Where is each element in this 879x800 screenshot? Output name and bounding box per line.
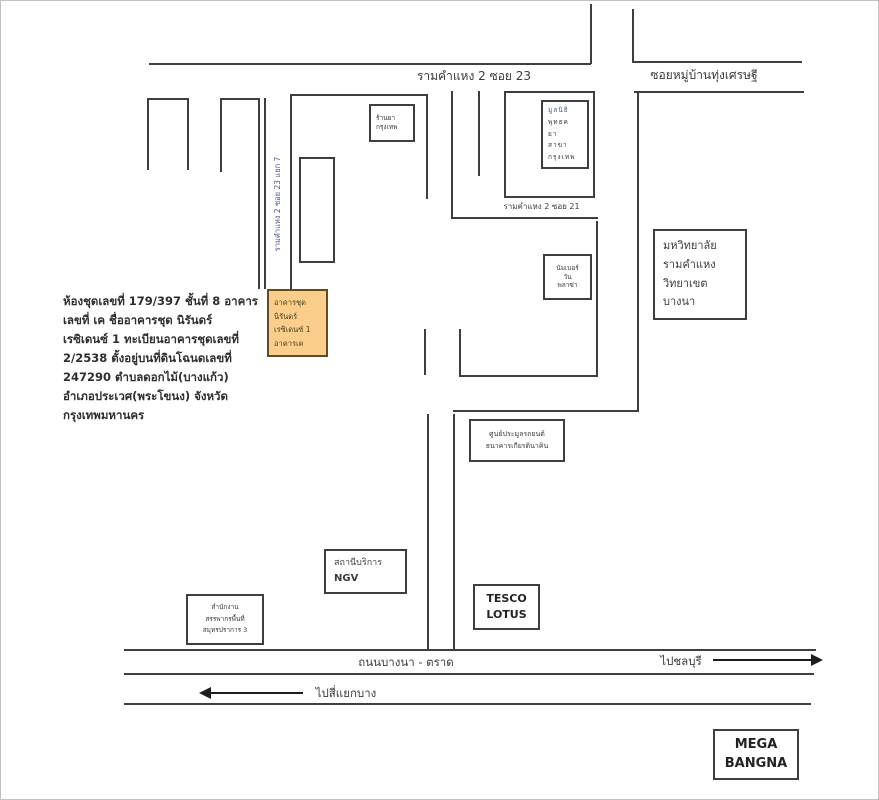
address-line: ห้องชุดเลขที่ 179/397 ชั้นที่ 8 อาคาร (63, 294, 258, 308)
label: MEGA (734, 737, 778, 753)
address-note (63, 292, 273, 425)
road-line (632, 9, 634, 62)
direction-label-si-yaek-bang: ไปสี่แยกบาง (315, 686, 377, 700)
arrow-right-line (713, 659, 813, 661)
label: พุทธค (548, 117, 569, 126)
arrow-left-line (209, 692, 303, 694)
block-line (220, 98, 222, 172)
address-line: เลขที่ เค ชื่ออาคารชุด นิรันดร์ (63, 313, 213, 327)
label: วัน (563, 272, 572, 281)
road-line (459, 329, 461, 375)
road-line (451, 91, 453, 219)
label: นัมเบอร์ (556, 263, 579, 272)
address-line: เรซิเดนซ์ 1 ทะเบียนอาคารชุดเลขที่ (63, 332, 239, 346)
label: สำนักงาน (211, 602, 239, 611)
road-line (637, 91, 639, 410)
address-line: อำเภอประเวศ(พระโขนง) จังหวัด (63, 389, 228, 403)
label: ยา (548, 129, 558, 138)
label: ธนาคารเกียรตินาคิน (485, 441, 549, 450)
building-ngv-station-box (324, 549, 407, 594)
address-line: กรุงเทพมหานคร (63, 408, 145, 422)
block-line (426, 94, 428, 199)
label: มูลนิธิ (548, 106, 569, 115)
label: สมุทรปราการ 3 (202, 626, 248, 635)
road-line (290, 94, 292, 289)
block-line (147, 98, 189, 100)
building-tesco-lotus-box (473, 584, 540, 630)
label: มหวิทยาลัย (663, 239, 717, 253)
block-line (220, 98, 260, 100)
label: วิทยาเขต (663, 276, 708, 290)
label: TESCO (486, 592, 527, 606)
label: อาคารเค (274, 338, 304, 348)
label: อาคารชุด (274, 298, 306, 307)
label: นิรันดร์ (274, 311, 298, 321)
road-label-thungsetthi: ซอยหมู่บ้านทุ่งเศรษฐี (650, 68, 758, 82)
road-line (459, 375, 598, 377)
label: สถานีบริการ (334, 558, 383, 569)
road-label-bangna-trat: ถนนบางนา - ตราด (358, 655, 454, 669)
direction-label-chonburi: ไปชลบุรี (660, 654, 702, 668)
road-line (596, 221, 598, 375)
road-line (453, 414, 455, 650)
road-line (149, 63, 591, 65)
label: สรรพากรพื้นที่ (205, 614, 245, 623)
building-condo-highlight-box (267, 289, 328, 357)
label: กรุงเทพ (376, 123, 398, 131)
label: บางนา (663, 295, 696, 309)
road-line (590, 4, 592, 64)
road-label-soi23: รามคำแหง 2 ซอย 23 (416, 69, 532, 83)
road-line (424, 329, 426, 375)
road-line (124, 703, 811, 705)
road-line (634, 91, 804, 93)
road-line (478, 91, 480, 176)
label: ร้านยา (376, 114, 396, 123)
label: สาขา (548, 141, 568, 150)
road-line (258, 98, 260, 289)
building-university-box (653, 229, 747, 320)
location-map: รามคำแหง 2 ซอย 23 ซอยหมู่บ้านทุ่งเศรษฐี รามคำแหง 2 ซอย 23 แยก 7 รามคำแหง 2 ซอย 21 ร้านยา กรุงเทพ มูลนิธิ พุทธค ยา สาขา กรุงเทพ นัมเบอร์ วัน พลาซ่า มหวิทยาลัย รามคำแหง วิทยาเขต บางนา อาคารชุด นิรันดร์ เรซิเดนซ์ 1 อาคารเค ศูนย์ประมูลรถยนต์ ธนาคารเกียรตินาคิน สถานีบริการ NGV สำนักงาน สรรพากรพื้นที่ สมุทรปราการ 3 TESCO LOTUS MEGA BANGNA ห้องชุดเลขที่ 179/397 ชั้นที่ 8 อาคาร เลขที่ เค ชื่ออาคารชุด นิรันดร์ เรซิเดนซ์ 1 ทะเบียนอาคารชุดเลขที่ 2/2538 ตั้งอยู่บนที่ดินโฉนดเลขที่ 247290 ตำบลดอกไม้(บางแก้ว) อำเภอประเวศ(พระโขนง) จังหวัด กรุงเทพมหานคร ถนนบางนา - ตราด ไปชลบุรี ไปสี่แยกบาง (0, 0, 879, 800)
label: LOTUS (486, 608, 527, 621)
road-line (453, 410, 639, 412)
label: พลาซ่า (557, 281, 578, 290)
block-line (292, 94, 428, 96)
label: กรุงเทพ (548, 153, 576, 162)
label: ศูนย์ประมูลรถยนต์ (489, 429, 545, 438)
address-line: 2/2538 ตั้งอยู่บนที่ดินโฉนดเลขที่ (63, 351, 232, 365)
building-pharmacy-box (369, 104, 415, 142)
road-line (124, 673, 814, 675)
building-foundation-box (541, 100, 589, 169)
building-mega-bangna-box (713, 729, 799, 780)
label: BANGNA (724, 755, 788, 771)
label: เรซิเดนซ์ 1 (274, 325, 311, 334)
road-label-soi21: รามคำแหง 2 ซอย 21 (503, 202, 580, 211)
address-line: 247290 ตำบลดอกไม้(บางแก้ว) (63, 370, 229, 384)
label: NGV (334, 572, 359, 584)
road-line (264, 98, 266, 289)
block-line (147, 98, 149, 170)
road-line (632, 61, 802, 63)
building-number-one-plaza-box (543, 254, 592, 300)
road-line (124, 649, 816, 651)
building-outline (299, 157, 335, 263)
building-revenue-office-box (186, 594, 264, 645)
road-line (427, 414, 429, 650)
road-line (451, 217, 598, 219)
building-auction-center-box (469, 419, 565, 462)
arrow-right-icon (811, 654, 823, 666)
label: รามคำแหง (663, 257, 716, 271)
block-line (187, 98, 189, 170)
